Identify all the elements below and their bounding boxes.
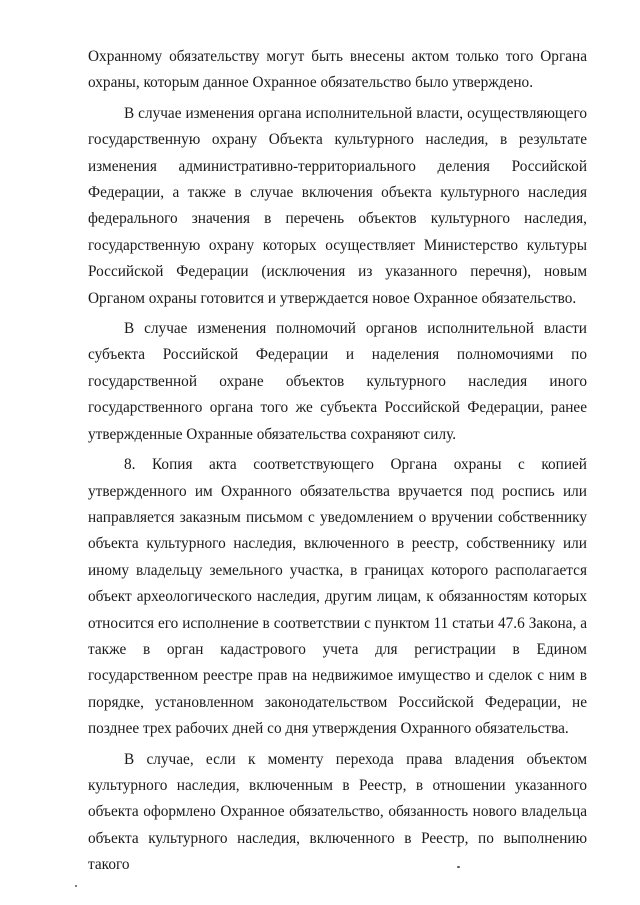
paragraph-item-8: 8. Копия акта соответствующего Органа охраны с копией утвержденного им Охранного обязательства вручается под роспись или направляется заказным письмом с уведомлением о вручении собственнику объекта культурного наследия, включенного в реестр, собственнику или иному владельцу земельного участка, в границах которого располагается объект археологического наследия, другим лицам, к обязанностям которых относится его исполнение в соответствии с пунктом 11 статьи 47.6 Закона, а также в орган кадастрового учета для регистрации в Едином государственном реестре прав на недвижимое имущество и сделок с ним в порядке, установленном законодательством Российской Федерации, не позднее трех рабочих дней со дня утверждения Охранного обязательства. [88,456,587,738]
scan-speck [75,885,77,887]
paragraph-continuation: Охранному обязательству могут быть внесены актом только того Органа охраны, которым данное Охранное обязательство было утверждено. [88,48,587,92]
paragraph-transfer-of-ownership: В случае, если к моменту перехода права владения объектом культурного наследия, включенным в Реестр, в отношении указанного объекта оформлено Охранное обязательство, обязанность нового владельца объекта культурного наследия, включенного в Реестр, по выполнению такого [88,750,587,874]
document-body [88,44,587,883]
paragraph-change-of-powers: В случае изменения полномочий органов исполнительной власти субъекта Российской Федерации и наделения полномочиями по государственной охране объектов культурного наследия иного государственного органа того же субъекта Российской Федерации, ранее утвержденные Охранные обязательства сохраняют силу. [88,320,587,443]
paragraph-change-of-authority: В случае изменения органа исполнительной власти, осуществляющего государственную охрану Объекта культурного наследия, в результате изменения административно-территориального деления Российской Федерации, а также в случае включения объекта культурного наследия федерального значения в перечень объектов культурного наследия, государственную охрану которых осуществляет Министерство культуры Российской Федерации (исключения из указанного перечня), новым Органом охраны готовится и утверждается новое Охранное обязательство. [88,104,587,307]
scan-speck [457,866,460,868]
